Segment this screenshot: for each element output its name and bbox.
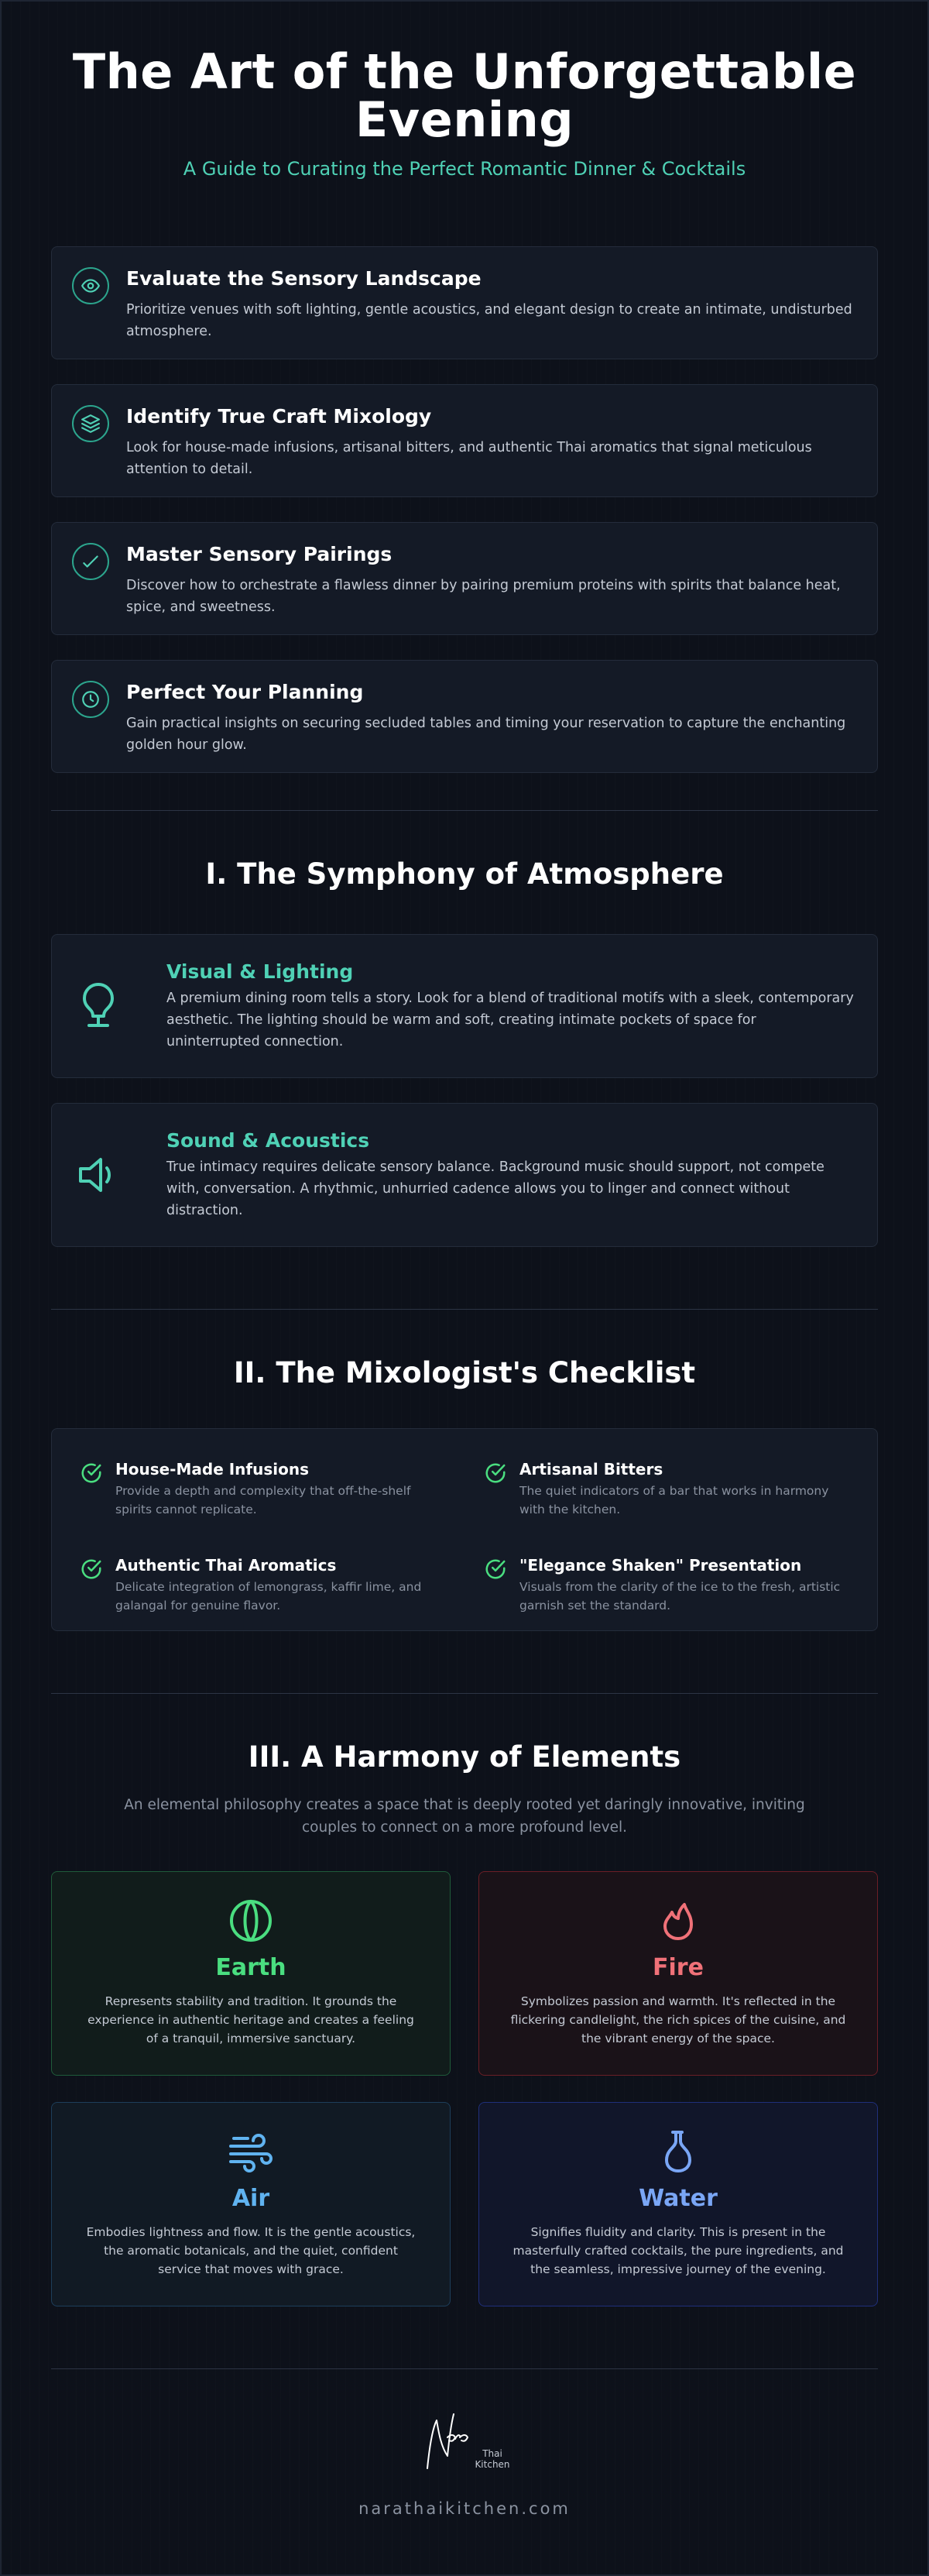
checklist-item-text: Visuals from the clarity of the ice to the fresh, artistic garnish set the standard. [519,1580,841,1613]
element-card-title: Earth [215,1954,286,1981]
checklist-box [51,1428,878,1631]
check-circle-icon [484,1461,507,1485]
checklist-item-title: "Elegance Shaken" Presentation [519,1556,802,1575]
intro-card-text: Look for house-made infusions, artisanal bitters, and authentic Thai aromatics that signal meticulous attention to detail. [126,440,812,477]
intro-card-text: Discover how to orchestrate a flawless dinner by pairing premium proteins with spirits that balance heat, spice, and sweetness. [126,578,841,615]
checklist-item-title: Artisanal Bitters [519,1460,663,1479]
atmosphere-card-title: Sound & Acoustics [166,1128,370,1152]
checklist-item [80,1556,445,1630]
checklist-item-title: House-Made Infusions [115,1460,309,1479]
speaker-icon [75,1148,122,1202]
layers-icon [72,405,109,442]
checklist-item [484,1556,849,1630]
element-card-text: Represents stability and tradition. It grounds the experience in authentic heritage and creates a feeling of a tranquil, immersive sanctuary. [87,1994,414,2045]
footer [51,2406,878,2518]
atmosphere-card-sound [51,1103,878,1247]
page-subtitle: A Guide to Curating the Perfect Romantic Dinner & Cocktails [183,158,746,180]
site-url: narathaikitchen.com [358,2499,571,2518]
element-card-earth [51,1871,451,2076]
element-card-water [478,2102,878,2306]
section-atmosphere [51,857,878,1247]
intro-card-title: Identify True Craft Mixology [126,405,432,428]
intro-card-title: Master Sensory Pairings [126,543,393,565]
checklist-item [80,1460,445,1534]
eye-icon [72,267,109,304]
brand-logo [410,2406,519,2478]
element-card-text: Signifies fluidity and clarity. This is present in the masterfully crafted cocktails, the pure ingredients, and the seamless, impressive journey of the evening. [512,2225,844,2276]
divider [51,2368,878,2369]
intro-card-sensory [51,246,878,359]
checklist-item-title: Authentic Thai Aromatics [115,1556,337,1575]
elements-grid [51,1871,878,2306]
atmosphere-card-text: True intimacy requires delicate sensory balance. Background music should support, not compete with, conversation. A rhythmic, unhurried cadence allows you to linger and connect without distraction. [166,1159,824,1218]
checklist-item-text: The quiet indicators of a bar that works in harmony with the kitchen. [519,1484,829,1516]
section-title: I. The Symphony of Atmosphere [205,857,724,891]
atmosphere-card-title: Visual & Lighting [166,960,354,983]
intro-card-pairings [51,522,878,635]
hero [51,2,878,180]
element-card-title: Air [231,2185,270,2212]
intro-card-title: Evaluate the Sensory Landscape [126,267,482,290]
lightbulb-icon [75,979,122,1033]
elements-lead: An elemental philosophy creates a space that is deeply rooted yet daringly innovative, inviting couples to connect on a more profound level. [124,1797,805,1836]
element-card-air [51,2102,451,2306]
leaf-icon [228,1898,273,1943]
section-title: II. The Mixologist's Checklist [233,1356,696,1389]
intro-card-text: Prioritize venues with soft lighting, gentle acoustics, and elegant design to create an intimate, undisturbed atmosphere. [126,302,852,339]
check-circle-icon [80,1558,103,1581]
flame-icon [656,1898,701,1943]
intro-list [51,246,878,773]
element-card-fire [478,1871,878,2076]
checklist-item-text: Provide a depth and complexity that off-the-shelf spirits cannot replicate. [115,1484,411,1516]
divider [51,1309,878,1310]
checklist-item-text: Delicate integration of lemongrass, kaffir lime, and galangal for genuine flavor. [115,1580,422,1613]
atmosphere-card-visual [51,934,878,1078]
intro-card-title: Perfect Your Planning [126,681,364,703]
section-elements [51,1740,878,2306]
page-title: The Art of the Unforgettable Evening [72,43,857,148]
section-checklist [51,1356,878,1631]
element-card-title: Water [639,2185,718,2212]
intro-card-mixology [51,384,878,497]
intro-card-text: Gain practical insights on securing secluded tables and timing your reservation to capture the enchanting golden hour glow. [126,716,846,753]
element-card-text: Embodies lightness and flow. It is the gentle acoustics, the aromatic botanicals, and the quiet, confident service that moves with grace. [86,2225,416,2276]
element-card-title: Fire [653,1954,704,1981]
atmosphere-card-text: A premium dining room tells a story. Look for a blend of traditional motifs with a sleek, contemporary aesthetic. The lighting should be warm and soft, creating intimate pockets of space for uninterrupted connection. [166,990,854,1049]
section-title: III. A Harmony of Elements [248,1740,681,1774]
divider [51,1693,878,1694]
checklist-item [484,1460,849,1534]
divider [51,810,878,811]
check-icon [72,543,109,580]
clock-icon [72,681,109,718]
element-card-text: Symbolizes passion and warmth. It's reflected in the flickering candlelight, the rich spices of the cuisine, and the vibrant energy of the space. [510,1994,846,2045]
check-circle-icon [80,1461,103,1485]
intro-card-planning [51,660,878,773]
wind-icon [228,2129,274,2174]
droplet-icon [656,2129,701,2174]
check-circle-icon [484,1558,507,1581]
brand-logo-subtitle: Thai Kitchen [475,2448,510,2470]
